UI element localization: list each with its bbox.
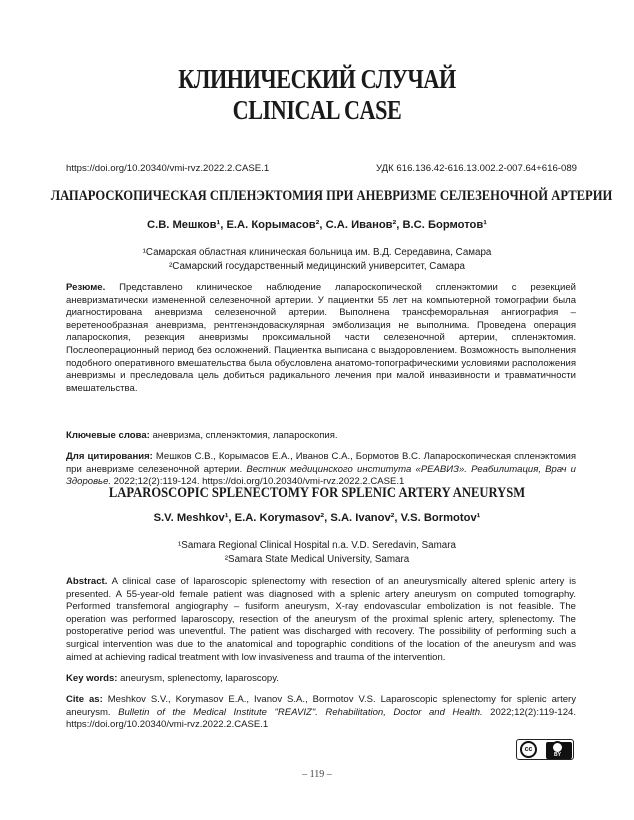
- keywords-ru: [66, 430, 576, 443]
- abstract-ru-text: Представлено клиническое наблюдение лапароскопической спленэктомии с резекцией аневризматически измененной селезеночной артерии. У пациентки 55 лет на компьютерной томографии была диагностирована аневризма селезеночной артерии. Выполнена трансфеморальная ангиография – веретенообразная аневризма, рентгенэндоваскулярная эмболизация не выполнима. Проведена операция лапароскопия, резекция аневризмы проксимальной части селезеночной артерии, спленэктомия. Послеоперационный период без осложнений. Пациентка выписана с выздоровлением. Возможность выполнения подобного оперативного вмешательства была обусловлена анатомо-топографическими условиями расположения аневризмы и преследовала цель добиться радикального лечения при малой инвазивности и травматичности вмешательства.: [66, 282, 576, 394]
- abstract-en: [66, 576, 576, 664]
- keywords-en-label: Key words:: [66, 673, 118, 684]
- doi-link[interactable]: https://doi.org/10.20340/vmi-rvz.2022.2.CASE.1: [66, 163, 270, 174]
- section-heading-ru: КЛИНИЧЕСКИЙ СЛУЧАЙ: [178, 64, 456, 94]
- page-number: – 119 –: [302, 769, 332, 780]
- citation-ru-text: Мешков С.В., Корымасов Е.А., Иванов С.А., Бормотов В.С. Лапароскопическая спленэктомия при аневризме селезеночной артерии.: [66, 451, 576, 475]
- affiliation-ru-1: ¹Самарская областная клиническая больница им. В.Д. Середавина, Самара: [142, 247, 492, 258]
- keywords-en-text: aneurysm, splenectomy, laparoscopy.: [117, 673, 279, 684]
- abstract-en-text: A clinical case of laparoscopic splenectomy with resection of an aneurysmically altered splenic artery is presented. A 55-year-old female patient was diagnosed with a splenic artery aneurysm on computed tomography. Performed transfemoral angiography – fusiform aneurysm, X-ray endovascular embolization is not feasible. The operation was performed laparoscopy, resection of the aneurysm of the proximal splenic artery, splenectomy. The postoperative period was uneventful. The patient was discharged with recovery. The possibility of performing such a surgical intervention was due to the anatomical and topographic conditions of the location of the aneurysm and was aimed at achieving radical treatment with low invasiveness and trauma of the intervention.: [66, 576, 576, 663]
- abstract-ru: [66, 282, 576, 395]
- affiliation-en-1: ¹Samara Regional Clinical Hospital n.a. V.D. Seredavin, Samara: [178, 540, 456, 551]
- citation-ru-journal: Вестник медицинского института «РЕАВИЗ». Реабилитация, Врач и Здоровье.: [66, 463, 576, 488]
- affiliation-ru-2: ²Самарский государственный медицинский университет, Самара: [169, 261, 465, 272]
- section-heading-en: CLINICAL CASE: [232, 95, 402, 125]
- citation-ru: [66, 451, 576, 489]
- keywords-en: [66, 673, 576, 686]
- authors-ru: С.В. Мешков¹, Е.А. Корымасов², С.А. Иванов², В.С. Бормотов¹: [147, 219, 487, 231]
- authors-en: S.V. Meshkov¹, E.A. Korymasov², S.A. Ivanov², V.S. Bormotov¹: [153, 512, 481, 524]
- citation-ru-end: 2022;12(2):119-124. https://doi.org/10.20340/vmi-rvz.2022.2.CASE.1: [111, 476, 405, 488]
- udk-code: УДК 616.136.42-616.13.002.2-007.64+616-089: [376, 163, 577, 174]
- by-label: BY: [554, 752, 561, 758]
- citation-en-journal: Bulletin of the Medical Institute "REAVIZ". Rehabilitation, Doctor and Health.: [118, 706, 483, 718]
- affiliation-en-2: ²Samara State Medical University, Samara: [224, 554, 410, 565]
- citation-en: [66, 694, 576, 732]
- cc-icon: cc: [520, 741, 537, 758]
- citation-en-text: Meshkov S.V., Korymasov E.A., Ivanov S.A., Bormotov V.S. Laparoscopic splenectomy for splenic artery aneurysm.: [66, 694, 576, 718]
- article-title-en: LAPAROSCOPIC SPLENECTOMY FOR SPLENIC ARTERY ANEURYSM: [108, 485, 526, 501]
- citation-en-label: Cite as:: [66, 694, 103, 705]
- creative-commons-by-icon[interactable]: [516, 739, 574, 760]
- citation-ru-label: Для цитирования:: [66, 451, 153, 462]
- keywords-ru-text: аневризма, спленэктомия, лапароскопия.: [149, 430, 338, 441]
- article-title-ru: ЛАПАРОСКОПИЧЕСКАЯ СПЛЕНЭКТОМИЯ ПРИ АНЕВРИЗМЕ СЕЛЕЗЕНОЧНОЙ АРТЕРИИ: [50, 188, 613, 204]
- keywords-ru-label: Ключевые слова:: [66, 430, 150, 441]
- citation-en-end: 2022;12(2):119-124. https://doi.org/10.20340/vmi-rvz.2022.2.CASE.1: [66, 706, 576, 731]
- abstract-ru-label: Резюме.: [66, 282, 106, 293]
- abstract-en-label: Abstract.: [66, 576, 108, 587]
